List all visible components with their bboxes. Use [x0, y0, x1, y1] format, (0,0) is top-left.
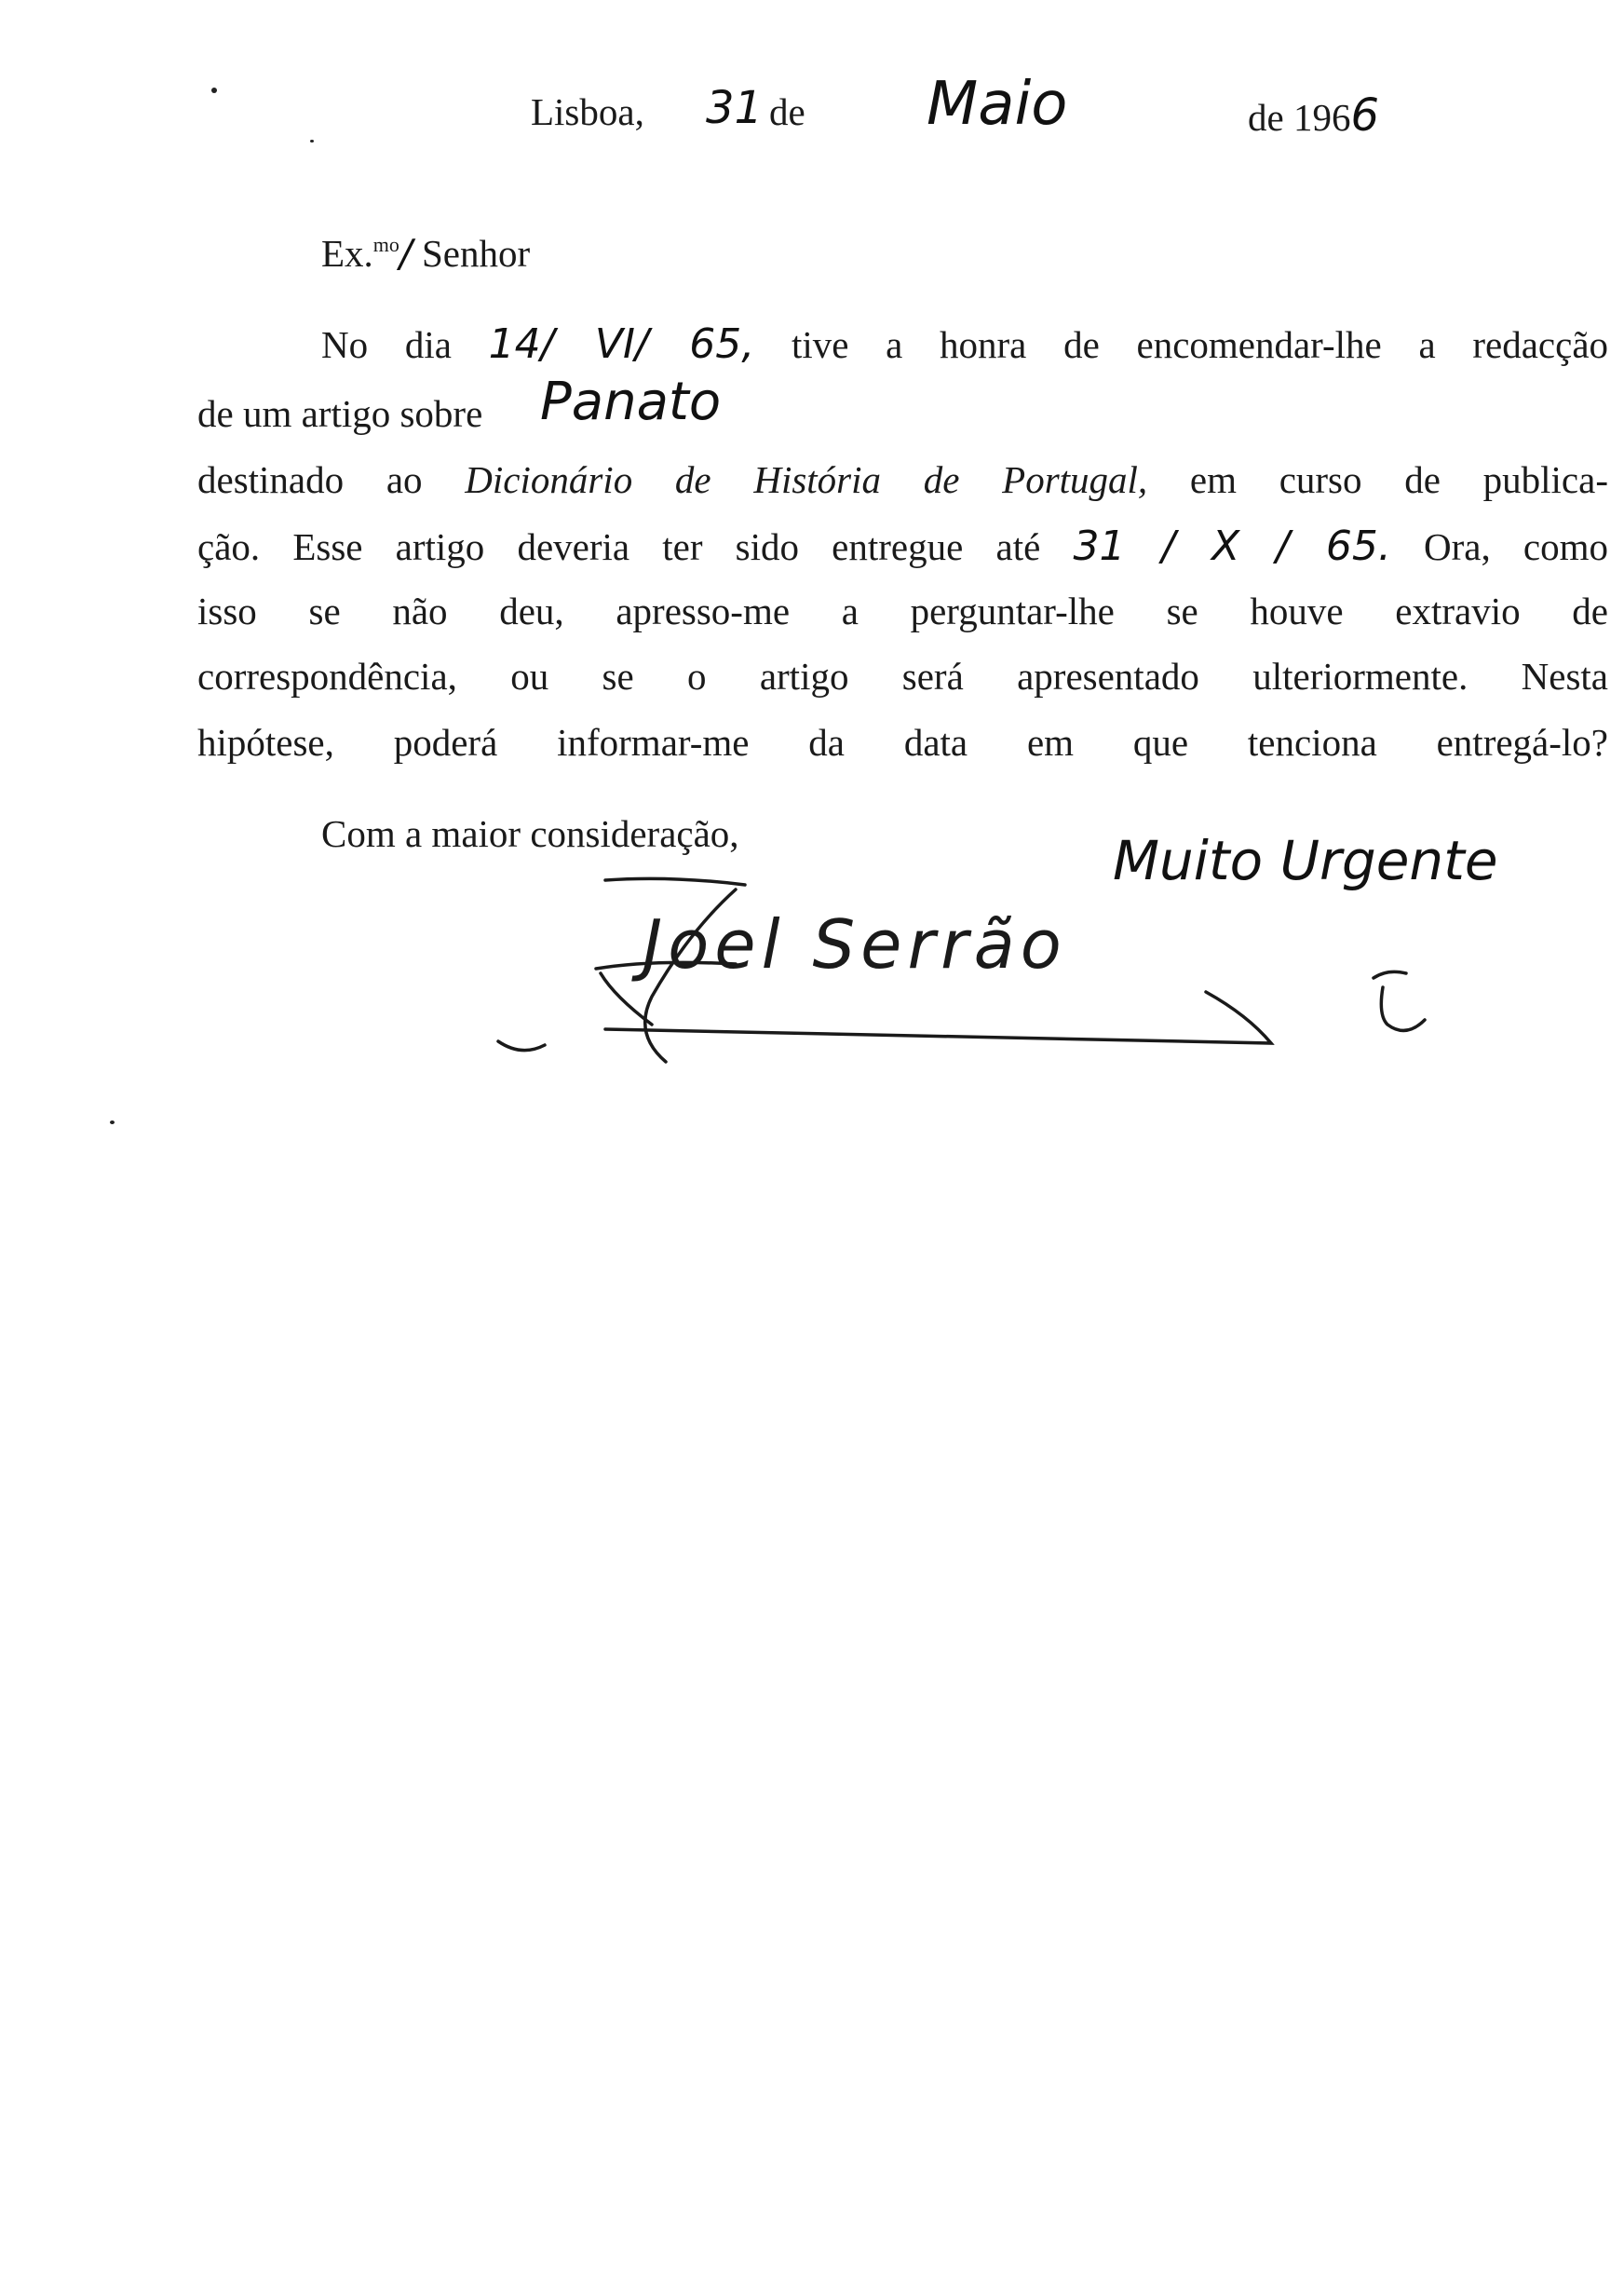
place-name: Lisboa,: [531, 90, 644, 133]
date-de-2: de: [1248, 96, 1284, 139]
date-year-printed: 196: [1292, 96, 1351, 139]
dictionary-title: Dicionário de História de Portugal,: [465, 458, 1148, 501]
p1-l4-end: Ora, como: [1424, 525, 1608, 568]
due-date: 31 / X / 65.: [1073, 523, 1391, 570]
p1-l3-end: em curso de publica-: [1189, 458, 1608, 501]
order-date: 14/ VI/ 65,: [488, 320, 755, 368]
paragraph-line-6: correspondência, ou se o artigo será apresentado ulteriormente. Nesta: [197, 655, 1608, 698]
paragraph-line-5: isso se não deu, apresso-me a perguntar-lhe se houve extravio de: [197, 590, 1608, 632]
salutation-abbr: Ex.: [321, 232, 373, 275]
salutation-superscript: mo: [372, 233, 399, 256]
p1-l4-start: ção. Esse artigo deveria ter sido entregue até: [197, 525, 1041, 568]
p1-l3-start: destinado ao: [197, 458, 423, 501]
date-year-handwritten: 6: [1350, 89, 1379, 142]
paragraph-line-7: hipótese, poderá informar-me da data em que tenciona entregá-lo?: [197, 721, 1608, 764]
date-de-1: de: [769, 90, 805, 133]
urgent-annotation: Muito Urgente: [1113, 829, 1498, 892]
date-month: Maio: [927, 70, 1068, 139]
closing: Com a maior consideração,: [321, 812, 739, 855]
date-day: 31: [706, 82, 764, 134]
salutation-mark: /: [399, 231, 413, 276]
article-subject: Panato: [540, 372, 722, 432]
p1-l1-start: No dia: [321, 323, 452, 366]
salutation-word: Senhor: [422, 232, 531, 275]
p1-l1-end: tive a honra de encomendar-lhe a redacção: [791, 323, 1609, 366]
p1-l2-text: de um artigo sobre: [197, 392, 483, 435]
signature: Joel Serrão: [643, 905, 1067, 984]
